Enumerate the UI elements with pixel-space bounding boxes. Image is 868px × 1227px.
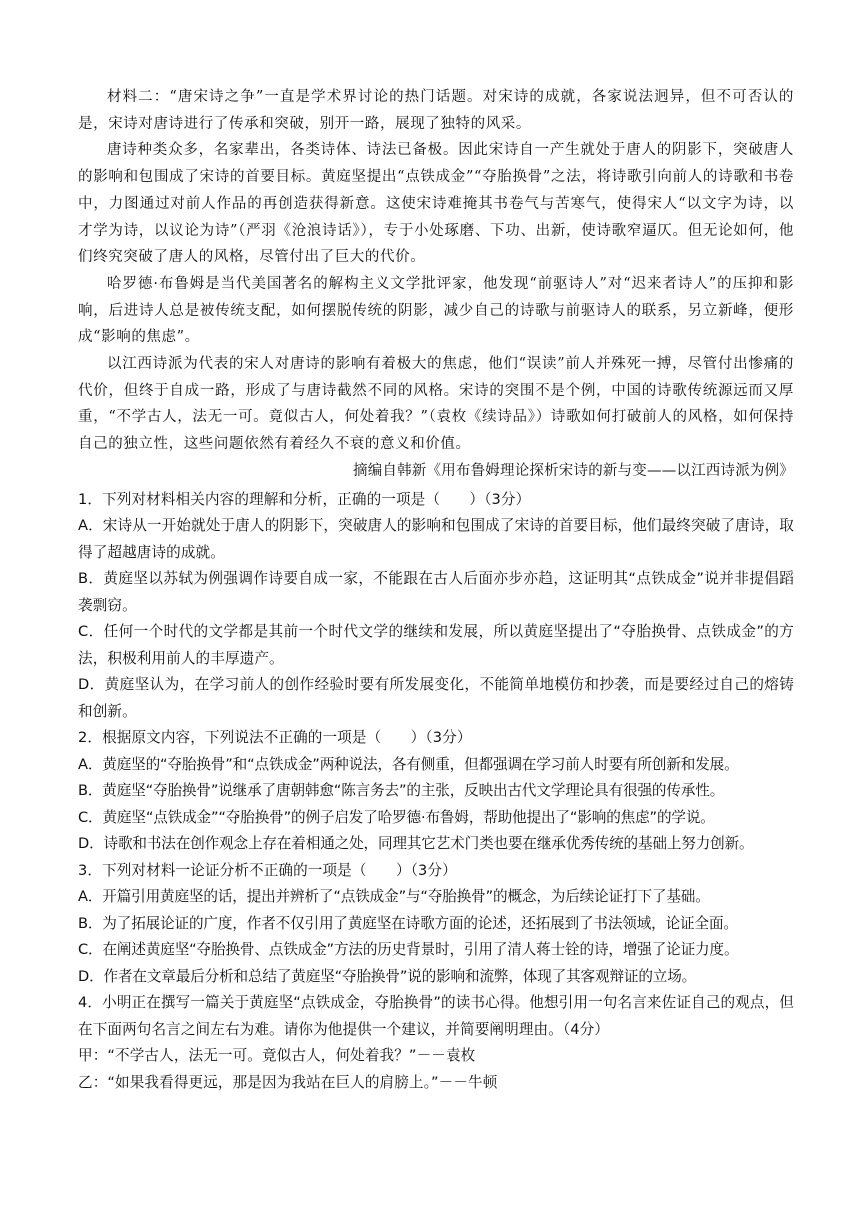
- question-1-stem: 1．下列对材料相关内容的理解和分析，正确的一项是（ ）（3分）: [78, 490, 531, 508]
- material-paragraph: 唐诗种类众多，名家辈出，各类诗体、诗法已备极。因此宋诗自一产生就处于唐人的阴影下，突破唐人的影响和包围成了宋诗的首要目标。黄庭坚提出“点铁成金”“夺胎换骨”之法，将诗歌引向前人的诗歌和书卷中，力图通过对前人作品的再创造获得新意。这使宋诗难掩其书卷气与苦寒气，使得宋人“以文字为诗，以才学为诗，以议论为诗”（严羽《沧浪诗话》），专于小处琢磨、下功、出新，使诗歌窄逼仄。但无论如何，他们终究突破了唐人的风格，尽管付出了巨大的代价。: [78, 142, 794, 266]
- question-1-option-d: D．黄庭坚认为，在学习前人的创作经验时要有所发展变化，不能简单地模仿和抄袭，而是要经过自己的熔铸和创新。: [78, 676, 794, 720]
- questions-section: [78, 487, 794, 1097]
- question-4-stem: 4．小明正在撰写一篇关于黄庭坚“点铁成金，夺胎换骨”的读书心得。他想引用一句名言来佐证自己的观点，但在下面两句名言之间左右为难。请你为他提供一个建议，并简要阐明理由。（4分）: [78, 994, 794, 1038]
- question-4-quote-b: 乙：“如果我看得更远，那是因为我站在巨人的肩膀上。”－－牛顿: [78, 1073, 498, 1091]
- material-attribution: 摘编自韩新《用布鲁姆理论探析宋诗的新与变——以江西诗派为例》: [353, 462, 794, 479]
- question-3-option-c: C．在阐述黄庭坚“夺胎换骨、点铁成金”方法的历史背景时，引用了清人蒋士铨的诗，增强了论证力度。: [78, 941, 739, 959]
- question-3-option-d: D．作者在文章最后分析和总结了黄庭坚“夺胎换骨”说的影响和流弊，体现了其客观辩证的立场。: [78, 967, 697, 985]
- material-paragraph: 哈罗德·布鲁姆是当代美国著名的解构主义文学批评家，他发现“前驱诗人”对“迟来者诗人”的压抑和影响，后进诗人总是被传统支配，如何摆脱传统的阴影，减少自己的诗歌与前驱诗人的联系，另立新峰，便形成“影响的焦虑”。: [78, 275, 794, 346]
- exam-page: [78, 84, 794, 1096]
- question-2-option-c: C．黄庭坚“点铁成金”“夺胎换骨”的例子启发了哈罗德·布鲁姆，帮助他提出了“影响的焦虑”的学说。: [78, 808, 715, 826]
- question-3-option-a: A．开篇引用黄庭坚的话，提出并辨析了“点铁成金”与“夺胎换骨”的概念，为后续论证打下了基础。: [78, 888, 710, 906]
- question-2-option-b: B．黄庭坚“夺胎换骨”说继承了唐朝韩愈“陈言务去”的主张，反映出古代文学理论具有很强的传承性。: [78, 782, 725, 800]
- question-3-option-b: B．为了拓展论证的广度，作者不仅引用了黄庭坚在诗歌方面的论述，还拓展到了书法领域，论证全面。: [78, 914, 738, 932]
- reading-material: [78, 84, 794, 485]
- material-paragraph: 以江西诗派为代表的宋人对唐诗的影响有着极大的焦虑，他们“误读”前人并殊死一搏，尽管付出惨痛的代价，但终于自成一路，形成了与唐诗截然不同的风格。宋诗的突围不是个例，中国的诗歌传统源远而又厚重，“不学古人，法无一可。竟似古人，何处着我？”（袁枚《续诗品》）诗歌如何打破前人的风格，如何保持自己的独立性，这些问题依然有着经久不衰的意义和价值。: [78, 356, 794, 453]
- question-2-option-d: D．诗歌和书法在创作观念上存在着相通之处，同理其它艺术门类也要在继承优秀传统的基础上努力创新。: [78, 835, 754, 853]
- material-paragraph: 材料二：“唐宋诗之争”一直是学术界讨论的热门话题。对宋诗的成就，各家说法迥异，但不可否认的是，宋诗对唐诗进行了传承和突破，别开一路，展现了独特的风采。: [78, 89, 794, 132]
- question-1-option-b: B．黄庭坚以苏轼为例强调作诗要自成一家，不能跟在古人后面亦步亦趋，这证明其“点铁成金”说并非提倡蹈袭剽窃。: [78, 570, 794, 614]
- question-2-stem: 2．根据原文内容，下列说法不正确的一项是（ ）（3分）: [78, 729, 472, 747]
- question-1-option-c: C．任何一个时代的文学都是其前一个时代文学的继续和发展，所以黄庭坚提出了“夺胎换骨、点铁成金”的方法，积极利用前人的丰厚遗产。: [78, 623, 794, 667]
- question-2-option-a: A．黄庭坚的“夺胎换骨”和“点铁成金”两种说法，各有侧重，但都强调在学习前人时要有所创新和发展。: [78, 755, 739, 773]
- question-4-quote-a: 甲：“不学古人，法无一可。竟似古人，何处着我？”－－袁枚: [78, 1047, 476, 1065]
- question-1-option-a: A．宋诗从一开始就处于唐人的阴影下，突破唐人的影响和包围成了宋诗的首要目标，他们最终突破了唐诗，取得了超越唐诗的成就。: [78, 517, 794, 561]
- question-3-stem: 3．下列对材料一论证分析不正确的一项是（ ）（3分）: [78, 861, 457, 879]
